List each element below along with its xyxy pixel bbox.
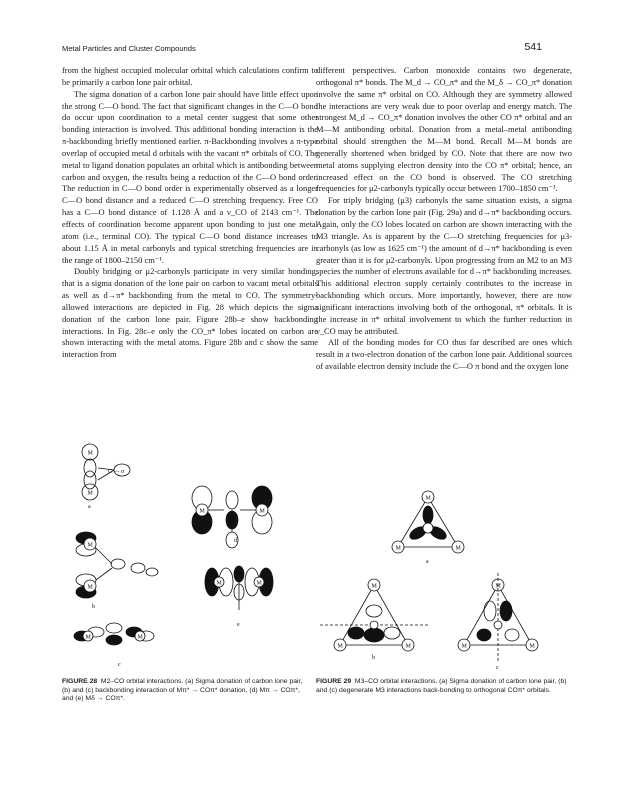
- caption-label: FIGURE 28: [62, 678, 98, 685]
- sigma-label: C — σ: [108, 469, 125, 475]
- atom-label: M: [216, 580, 222, 587]
- figure-28-diagram: [62, 440, 312, 672]
- panel-label-c: c: [118, 662, 121, 668]
- paragraph: The sigma donation of a carbon lone pair should have little effect upon the strong C—O bond. The fact that significant changes in the C—O bond do occur upon coordination to a metal center suggest that some other bonding interaction is involved. This additional bonding interaction is the π-backbonding briefly mentioned earlier. π-Backbonding involves a π-type overlap of occupied metal d orbitals with the vacant π* orbitals of CO. The metal to ligand donation populates an orbital which is antibonding between carbon and oxygen, the results being a reduction of the C—O bond order. The reduction in C—O bond order is experimentally observed as a longer C—O bond distance and a reduced C—O stretching frequency. Free CO has a C—O bond distance of 1.128 Å and a ν_CO of 2143 cm⁻¹. The effects of coordination become apparent upon bonding to just one metal atom (i.e., terminal CO). The typical C—O bond distance increases to about 1.15 Å in metal carbonyls and typical stretching frequencies are in the range of 1800–2150 cm⁻¹.: [62, 88, 318, 265]
- right-text-column: [316, 65, 572, 373]
- running-header-title: Metal Particles and Cluster Compounds: [62, 44, 196, 53]
- panel-label-e: e: [237, 622, 240, 628]
- atom-label: M: [87, 542, 93, 549]
- panel-label-d: d: [234, 538, 237, 544]
- atom-label: M: [425, 495, 431, 502]
- panel-label-b: b: [372, 655, 375, 661]
- atom-label: M: [337, 643, 343, 650]
- panel-label-a: a: [88, 504, 91, 510]
- atom-label: M: [85, 634, 91, 641]
- page-number: 541: [524, 41, 542, 53]
- left-text-column: [62, 65, 318, 361]
- atom-label: M: [529, 643, 535, 650]
- figure-29-diagram: [316, 485, 572, 670]
- fig29-panel-b: [320, 579, 428, 651]
- atom-label: M: [461, 643, 467, 650]
- atom-label: M: [87, 490, 93, 497]
- paragraph: different perspectives. Carbon monoxide contains two degenerate, orthogonal π* bonds. The M_d → CO_π* and the M_δ → CO_π* donation involve the same π* orbital on CO. Although they are symmetry allowed the interactions are very weak due to poor overlap and energy match. The strongest M_d → CO_π* donation involves the other CO π* orbital and an M—M antibonding orbital. Donation from a metal–metal antibonding orbital should strengthen the M—M bond. Recall M—M bonds are generally shortened when bridged by CO. Note that there are now two metal atoms supplying electron density into the CO π* orbital; hence, an increased effect on the CO bond is observed. The CO stretching frequencies for μ2-carbonyls typically occur between 1700–1850 cm⁻¹.: [316, 65, 572, 194]
- panel-label-b: b: [92, 604, 95, 610]
- atom-label: M: [455, 545, 461, 552]
- atom-label: M: [395, 545, 401, 552]
- figure-28-caption: [62, 678, 312, 704]
- atom-label: M: [87, 584, 93, 591]
- atom-label: M: [199, 508, 205, 515]
- panel-label-a: a: [426, 559, 429, 565]
- paragraph: Doubly bridging or μ2-carbonyls participate in very similar bonding, that is a sigma donation of the lone pair on carbon to vacant metal orbitals as well as d→π* backbonding from the metal to CO. The symmetry-allowed interactions are depicted in Fig. 28 which depicts the sigma donation of the carbon lone pair. Figure 28b–e show backbonding interactions. In Fig. 28c–e only the CO_π* lobes located on carbon are shown interacting with the metal atoms. Figure 28b and c show the same interaction from: [62, 266, 318, 360]
- atom-label: M: [495, 583, 501, 590]
- paragraph: from the highest occupied molecular orbital which calculations confirm to be primarily a carbon lone pair orbital.: [62, 65, 318, 87]
- atom-label: M: [405, 643, 411, 650]
- figure-29-caption: [316, 678, 572, 695]
- fig28-panel-d: [192, 486, 272, 548]
- caption-label: FIGURE 29: [316, 678, 352, 685]
- paragraph: All of the bonding modes for CO thus far described are ones which result in a two-electron donation of the carbon lone pair. Additional sources of available electron density include the C—O π bond and the oxygen lone: [316, 337, 572, 372]
- atom-label: M: [87, 450, 93, 457]
- paragraph: For triply bridging (μ3) carbonyls the same situation exists, a sigma donation by the carbon lone pair (Fig. 29a) and d→π* backbonding occurs. Again, only the CO lobes located on carbon are shown interacting with the M3 triangle. As is apparent by the C—O stretching frequencies for μ3-carbonyls (as low as 1625 cm⁻¹) the amount of d→π* backbonding is even greater than it is for μ2-carbonyls. Upon progressing from an M2 to an M3 species the number of electrons available for d→π* backbonding increases. This additional electron supply certainly contributes to the increase in backbonding which occurs. More importantly, however, there are now significant interactions involving both of the orthogonal, π* orbitals. It is the increase in π* orbital involvement to which the further reduction in ν_CO may be attributed.: [316, 195, 572, 336]
- fig28-panel-e: [205, 566, 273, 610]
- atom-label: M: [259, 508, 265, 515]
- atom-label: M: [137, 634, 143, 641]
- caption-text: M2–CO orbital interactions. (a) Sigma donation of carbon lone pair, (b) and (c) backbonding interaction of Mπ* → COπ* donation, (d) Mπ → COπ*, and (e) Mδ → COπ*.: [62, 678, 303, 703]
- atom-label: M: [256, 580, 262, 587]
- panel-label-c: c: [496, 665, 499, 670]
- atom-label: M: [371, 583, 377, 590]
- caption-text: M3–CO orbital interactions. (a) Sigma donation of carbon lone pair, (b) and (c) degenerate M3 interactions back-bonding to orthogonal COπ* orbitals.: [316, 678, 567, 694]
